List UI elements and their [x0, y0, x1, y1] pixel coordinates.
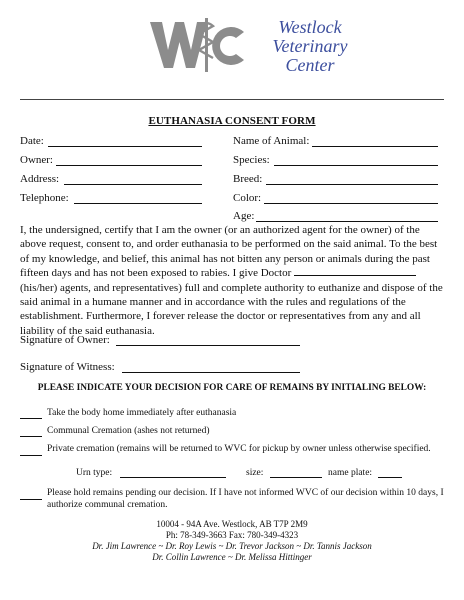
owner-signature-field[interactable]: [116, 345, 300, 346]
consent-text-part2: (his/her) agents, and representatives) full and complete authority to euthanize and dispose of the said animal in a humane manner and in accordance with the rules and regulations of the establishment. Furthermore, I forever release the doctor or representatives from any and all liability of the said euthanasia.: [20, 281, 443, 337]
footer-phone: Ph: 78-349-3663 Fax: 780-349-4323: [165, 530, 299, 540]
private-option: Private cremation (remains will be returned to WVC for pickup by owner unless otherwise specified.: [47, 444, 431, 454]
age-label: Age:: [233, 210, 255, 222]
clinic-name-line2: Veterinary: [272, 36, 348, 56]
clinic-name-line1: Westlock: [278, 17, 342, 37]
date-label: Date:: [20, 135, 44, 147]
address-field[interactable]: [64, 184, 202, 185]
species-field[interactable]: [274, 165, 438, 166]
footer-doctors-line1: Dr. Jim Lawrence ~ Dr. Roy Lewis ~ Dr. Trevor Jackson ~ Dr. Tannis Jackson: [92, 541, 372, 551]
communal-option: Communal Cremation (ashes not returned): [47, 426, 210, 436]
private-initial-field[interactable]: [20, 455, 42, 456]
species-label: Species:: [233, 154, 270, 166]
pending-option: Please hold remains pending our decision. If I have not informed WVC of our decision within 10 days, I authorize communal cremation.: [47, 488, 444, 510]
clinic-logo: [150, 18, 246, 72]
breed-field[interactable]: [266, 184, 438, 185]
urn-type-field[interactable]: [120, 477, 226, 478]
clinic-name-line3: Center: [285, 55, 335, 75]
communal-initial-field[interactable]: [20, 436, 42, 437]
breed-label: Breed:: [233, 173, 263, 185]
owner-field[interactable]: [56, 165, 202, 166]
owner-label: Owner:: [20, 154, 53, 166]
body-home-initial-field[interactable]: [20, 418, 42, 419]
form-title: EUTHANASIA CONSENT FORM: [148, 115, 316, 127]
owner-signature-label: Signature of Owner:: [20, 334, 110, 346]
name-plate-label: name plate:: [328, 468, 373, 478]
pending-initial-field[interactable]: [20, 499, 42, 500]
header-divider: [20, 99, 444, 100]
witness-signature-field[interactable]: [122, 372, 300, 373]
consent-text-part1: I, the undersigned, certify that I am the owner (or an authorized agent for the owner) of the above request, consent to, and order euthanasia to be performed on the said animal. To the best of my knowledge, and belief, this animal has not bitten any person or animals during the past fifteen days and has not been exposed to rabies. I give Doctor: [20, 224, 438, 280]
telephone-label: Telephone:: [20, 192, 69, 204]
telephone-field[interactable]: [74, 203, 202, 204]
address-label: Address:: [20, 173, 60, 185]
urn-type-label: Urn type:: [76, 468, 113, 478]
remains-decision-heading: PLEASE INDICATE YOUR DECISION FOR CARE OF REMAINS BY INITIALING BELOW:: [37, 383, 427, 393]
animal-name-label: Name of Animal:: [233, 135, 310, 147]
doctor-name-field[interactable]: [294, 266, 416, 276]
size-field[interactable]: [270, 477, 322, 478]
consent-statement: [20, 223, 444, 338]
footer-doctors-line2: Dr. Collin Lawrence ~ Dr. Melissa Hittinger: [152, 552, 312, 562]
animal-name-field[interactable]: [312, 146, 438, 147]
color-label: Color:: [233, 192, 262, 204]
name-plate-field[interactable]: [378, 477, 402, 478]
color-field[interactable]: [264, 203, 438, 204]
age-field[interactable]: [256, 221, 438, 222]
clinic-name: [250, 18, 370, 75]
witness-signature-label: Signature of Witness:: [20, 361, 115, 373]
footer-address: 10004 - 94A Ave. Westlock, AB T7P 2M9: [156, 519, 308, 529]
body-home-option: Take the body home immediately after euthanasia: [47, 408, 237, 418]
date-field[interactable]: [48, 146, 202, 147]
size-label: size:: [246, 468, 264, 478]
